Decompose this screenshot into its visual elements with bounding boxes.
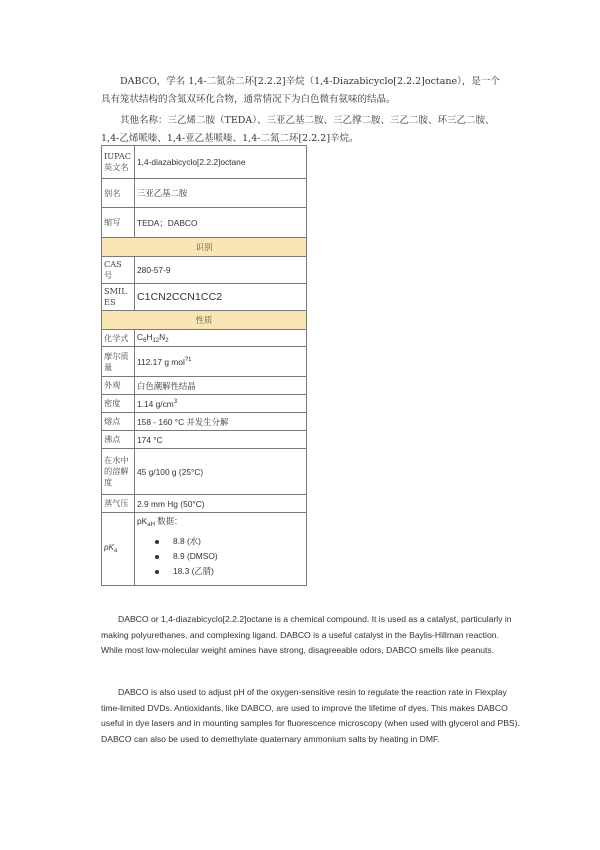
english-paragraph-1: DABCO or 1,4-diazabicyclo[2.2.2]octane is a chemical compound. It is used as a catalyst, particularly in making polyurethanes, and complexing ligand. DABCO is a useful catalyst in the Baylis-Hillman reaction. While most low-molecular weight amines have strong, disagreeable odors, DABCO smells like peanuts. [101,614,512,655]
iupac-label: IUPAC英文名 [102,146,135,179]
pka-label-sub: a [114,547,118,554]
formula-label: 化学式 [102,330,135,347]
pka-header-p: pK [137,516,148,526]
alias-value: 三亚乙基二胺 [135,179,307,208]
pka-value [135,513,307,586]
density-number: 1.14 g/cm [137,398,174,409]
formula-c-count: 6 [143,338,147,344]
density-exponent: 3 [173,398,178,405]
pka-label [102,513,135,586]
table-row [102,395,307,413]
pka-header-sub: aH [147,522,155,528]
table-row [102,431,307,449]
molar-mass-exponent: ?1 [184,356,192,363]
pka-header [137,515,304,528]
molar-mass-label: 摩尔质量 [102,347,135,377]
formula-h: H [146,332,153,342]
english-paragraph-2: DABCO is also used to adjust pH of the oxygen-sensitive resin to regulate the reaction rate in Flexplay time-limited DVDs. Antioxidants, like DABCO, are used to improve the lifetime of dyes. This makes DABCO useful in dye lasers and in mounting samples for fluorescence microscopy (when used with glycerol and PBS). DABCO can also be used to demethylate quaternary ammonium salts by heating in DMF. [101,687,520,744]
table-row [102,413,307,431]
table-row [102,284,307,311]
table-row [102,257,307,284]
molar-mass-number: 112.17 g mol [137,356,185,367]
smiles-label: SMILES [102,284,135,311]
list-item: 18.3 (乙腈) [153,564,304,579]
table-row [102,146,307,179]
list-item: 8.9 (DMSO) [153,549,304,564]
solubility-label: 在水中的溶解度 [102,449,135,495]
pka-list [137,534,304,579]
appearance-value: 白色潮解性结晶 [135,377,307,395]
intro-paragraph: DABCO，学名 1,4-二氮杂二环[2.2.2]辛烷（1,4-Diazabicyclo[2.2.2]octane），是一个具有笼状结构的含氮双环化合物，通常情况下为白色微有氨味的结晶。 [101,76,500,105]
formula-value [135,330,307,347]
other-names-paragraph: 其他名称：三乙烯二胺（TEDA）、三亚乙基二胺、三乙撑二胺、三乙二胺、环三乙二胺、1,4-乙烯哌嗪、1,4-亚乙基哌嗪、1,4-二氮二环[2.2.2]辛烷。 [101,115,495,144]
appearance-label: 外观 [102,377,135,395]
table-row [102,513,307,586]
cas-value: 280-57-9 [135,257,307,284]
melting-value: 158 - 160 °C 并发生分解 [135,413,307,431]
list-item: 8.8 (水) [153,534,304,549]
molar-mass-value [135,347,307,377]
table-row [102,347,307,377]
compound-info-table [101,145,307,586]
section-properties-title: 性质 [102,311,307,330]
section-identification-title: 识别 [102,238,307,257]
pka-header-suffix: 数据： [154,516,183,526]
cas-label: CAS 号 [102,257,135,284]
table-row [102,208,307,238]
section-identification [102,238,307,257]
smiles-value: C1CN2CCN1CC2 [135,284,307,311]
solubility-value: 45 g/100 g (25°C) [135,449,307,495]
boiling-value: 174 °C [135,431,307,449]
iupac-value: 1,4-diazabicyclo[2.2.2]octane [135,146,307,179]
alias-label: 别名 [102,179,135,208]
melting-label: 熔点 [102,413,135,431]
formula-n: N [159,332,166,342]
table-row [102,377,307,395]
table-row [102,330,307,347]
pka-label-p: pK [104,542,115,552]
formula-h-count: 12 [152,338,160,344]
abbr-value: TEDA；DABCO [135,208,307,238]
table-row [102,449,307,495]
section-properties [102,311,307,330]
density-value [135,395,307,413]
abbr-label: 缩写 [102,208,135,238]
formula-n-count: 2 [165,338,169,344]
density-label: 密度 [102,395,135,413]
table-row [102,179,307,208]
vapor-value: 2.9 mm Hg (50°C) [135,495,307,513]
boiling-label: 沸点 [102,431,135,449]
formula-c: C [137,332,144,342]
table-row [102,495,307,513]
vapor-label: 蒸气压 [102,495,135,513]
